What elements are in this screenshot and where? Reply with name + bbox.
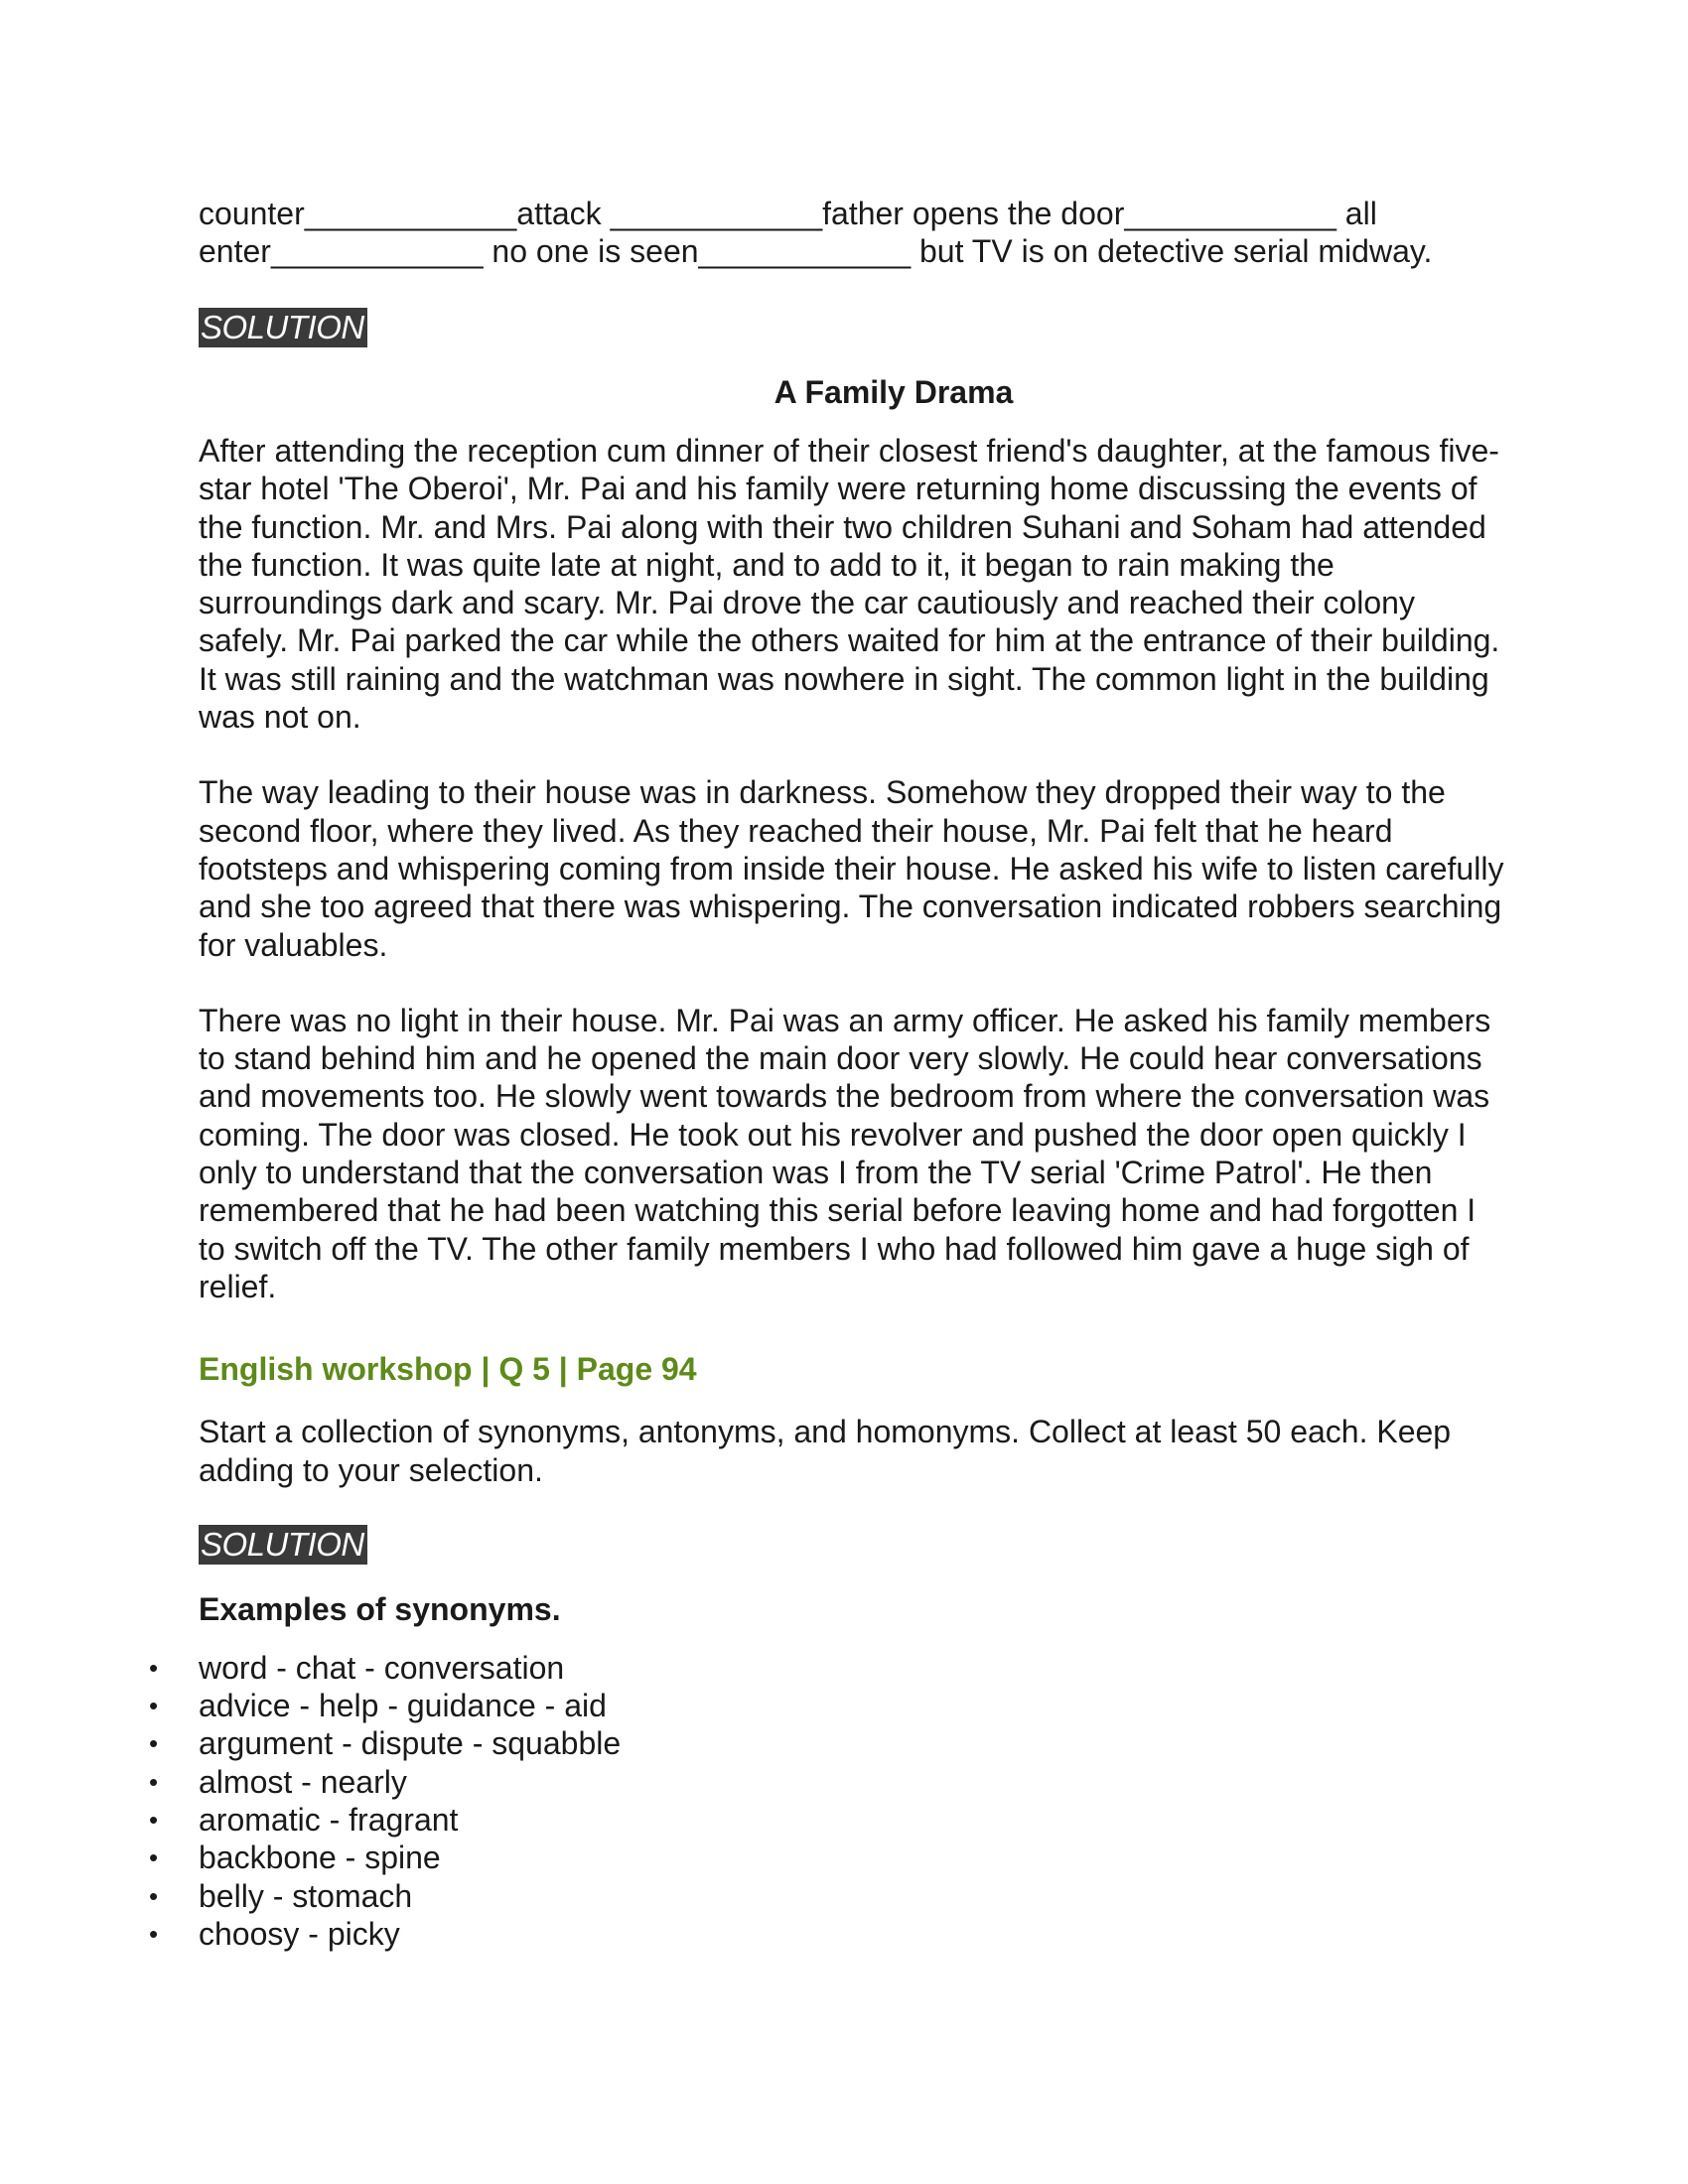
bullet-icon: •: [149, 1880, 159, 1911]
bullet-icon: •: [149, 1918, 159, 1949]
solution-label-2: SOLUTION: [199, 1525, 367, 1565]
bullet-icon: •: [149, 1805, 159, 1836]
list-item: • almost - nearly: [149, 1763, 407, 1800]
bullet-icon: •: [149, 1843, 159, 1873]
synonyms-list: [149, 1649, 1489, 1953]
document-page: [149, 195, 1504, 1953]
bullet-icon: •: [149, 1766, 159, 1797]
workshop-heading: English workshop | Q 5 | Page 94: [199, 1351, 697, 1388]
story-paragraph-2: The way leading to their house was in darkness. Somehow they dropped their way to the second floor, where they lived. As they reached their house, Mr. Pai felt that he heard footsteps and whispering coming from inside their house. He asked his wife to listen carefully and she too agreed that there was whispering. The conversation indicated robbers searching for valuables.: [199, 774, 1504, 963]
list-item: • aromatic - fragrant: [149, 1802, 459, 1839]
story-paragraph-1: After attending the reception cum dinner of their closest friend's daughter, at the famous five-star hotel 'The Oberoi', Mr. Pai and his family were returning home discussing the events of the function. Mr. and Mrs. Pai along with their two children Suhani and Soham had attended the function. It was quite late at night, and to add to it, it began to rain making the surroundings dark and scary. Mr. Pai drove the car cautiously and reached their colony safely. Mr. Pai parked the car while the others waited for him at the entrance of their building. It was still raining and the watchman was nowhere in sight. The common light in the building was not on.: [199, 433, 1500, 736]
list-item: • backbone - spine: [149, 1840, 441, 1876]
story-paragraph-3: There was no light in their house. Mr. Pai was an army officer. He asked his family members to stand behind him and he opened the main door very slowly. He could hear conversations and movements too. He slowly went towards the bedroom from where the conversation was coming. The door was closed. He took out his revolver and pushed the door open quickly I only to understand that the conversation was I from the TV serial 'Crime Patrol'. He then remembered that he had been watching this serial before leaving home and had forgotten I to switch off the TV. The other family members I who had followed him gave a huge sigh of relief.: [199, 1002, 1491, 1304]
story-title: A Family Drama: [774, 374, 1014, 410]
outline-line-1: counter____________attack ____________father opens the door____________ all: [199, 196, 1377, 231]
bullet-icon: •: [149, 1728, 159, 1759]
outline-line-2: enter____________ no one is seen____________ but TV is on detective serial midway.: [199, 233, 1433, 269]
bullet-icon: •: [149, 1691, 159, 1721]
list-item: • choosy - picky: [149, 1915, 400, 1952]
workshop-task: Start a collection of synonyms, antonyms, and homonyms. Collect at least 50 each. Keep adding to your selection.: [199, 1414, 1452, 1488]
list-item: • advice - help - guidance - aid: [149, 1688, 607, 1724]
list-item: • word - chat - conversation: [149, 1649, 565, 1686]
synonyms-heading: Examples of synonyms.: [199, 1590, 561, 1627]
solution-label: SOLUTION: [199, 308, 367, 347]
bullet-icon: •: [149, 1652, 159, 1683]
list-item: • argument - dispute - squabble: [149, 1725, 622, 1762]
list-item: • belly - stomach: [149, 1877, 413, 1914]
story-outline: [199, 195, 1489, 270]
